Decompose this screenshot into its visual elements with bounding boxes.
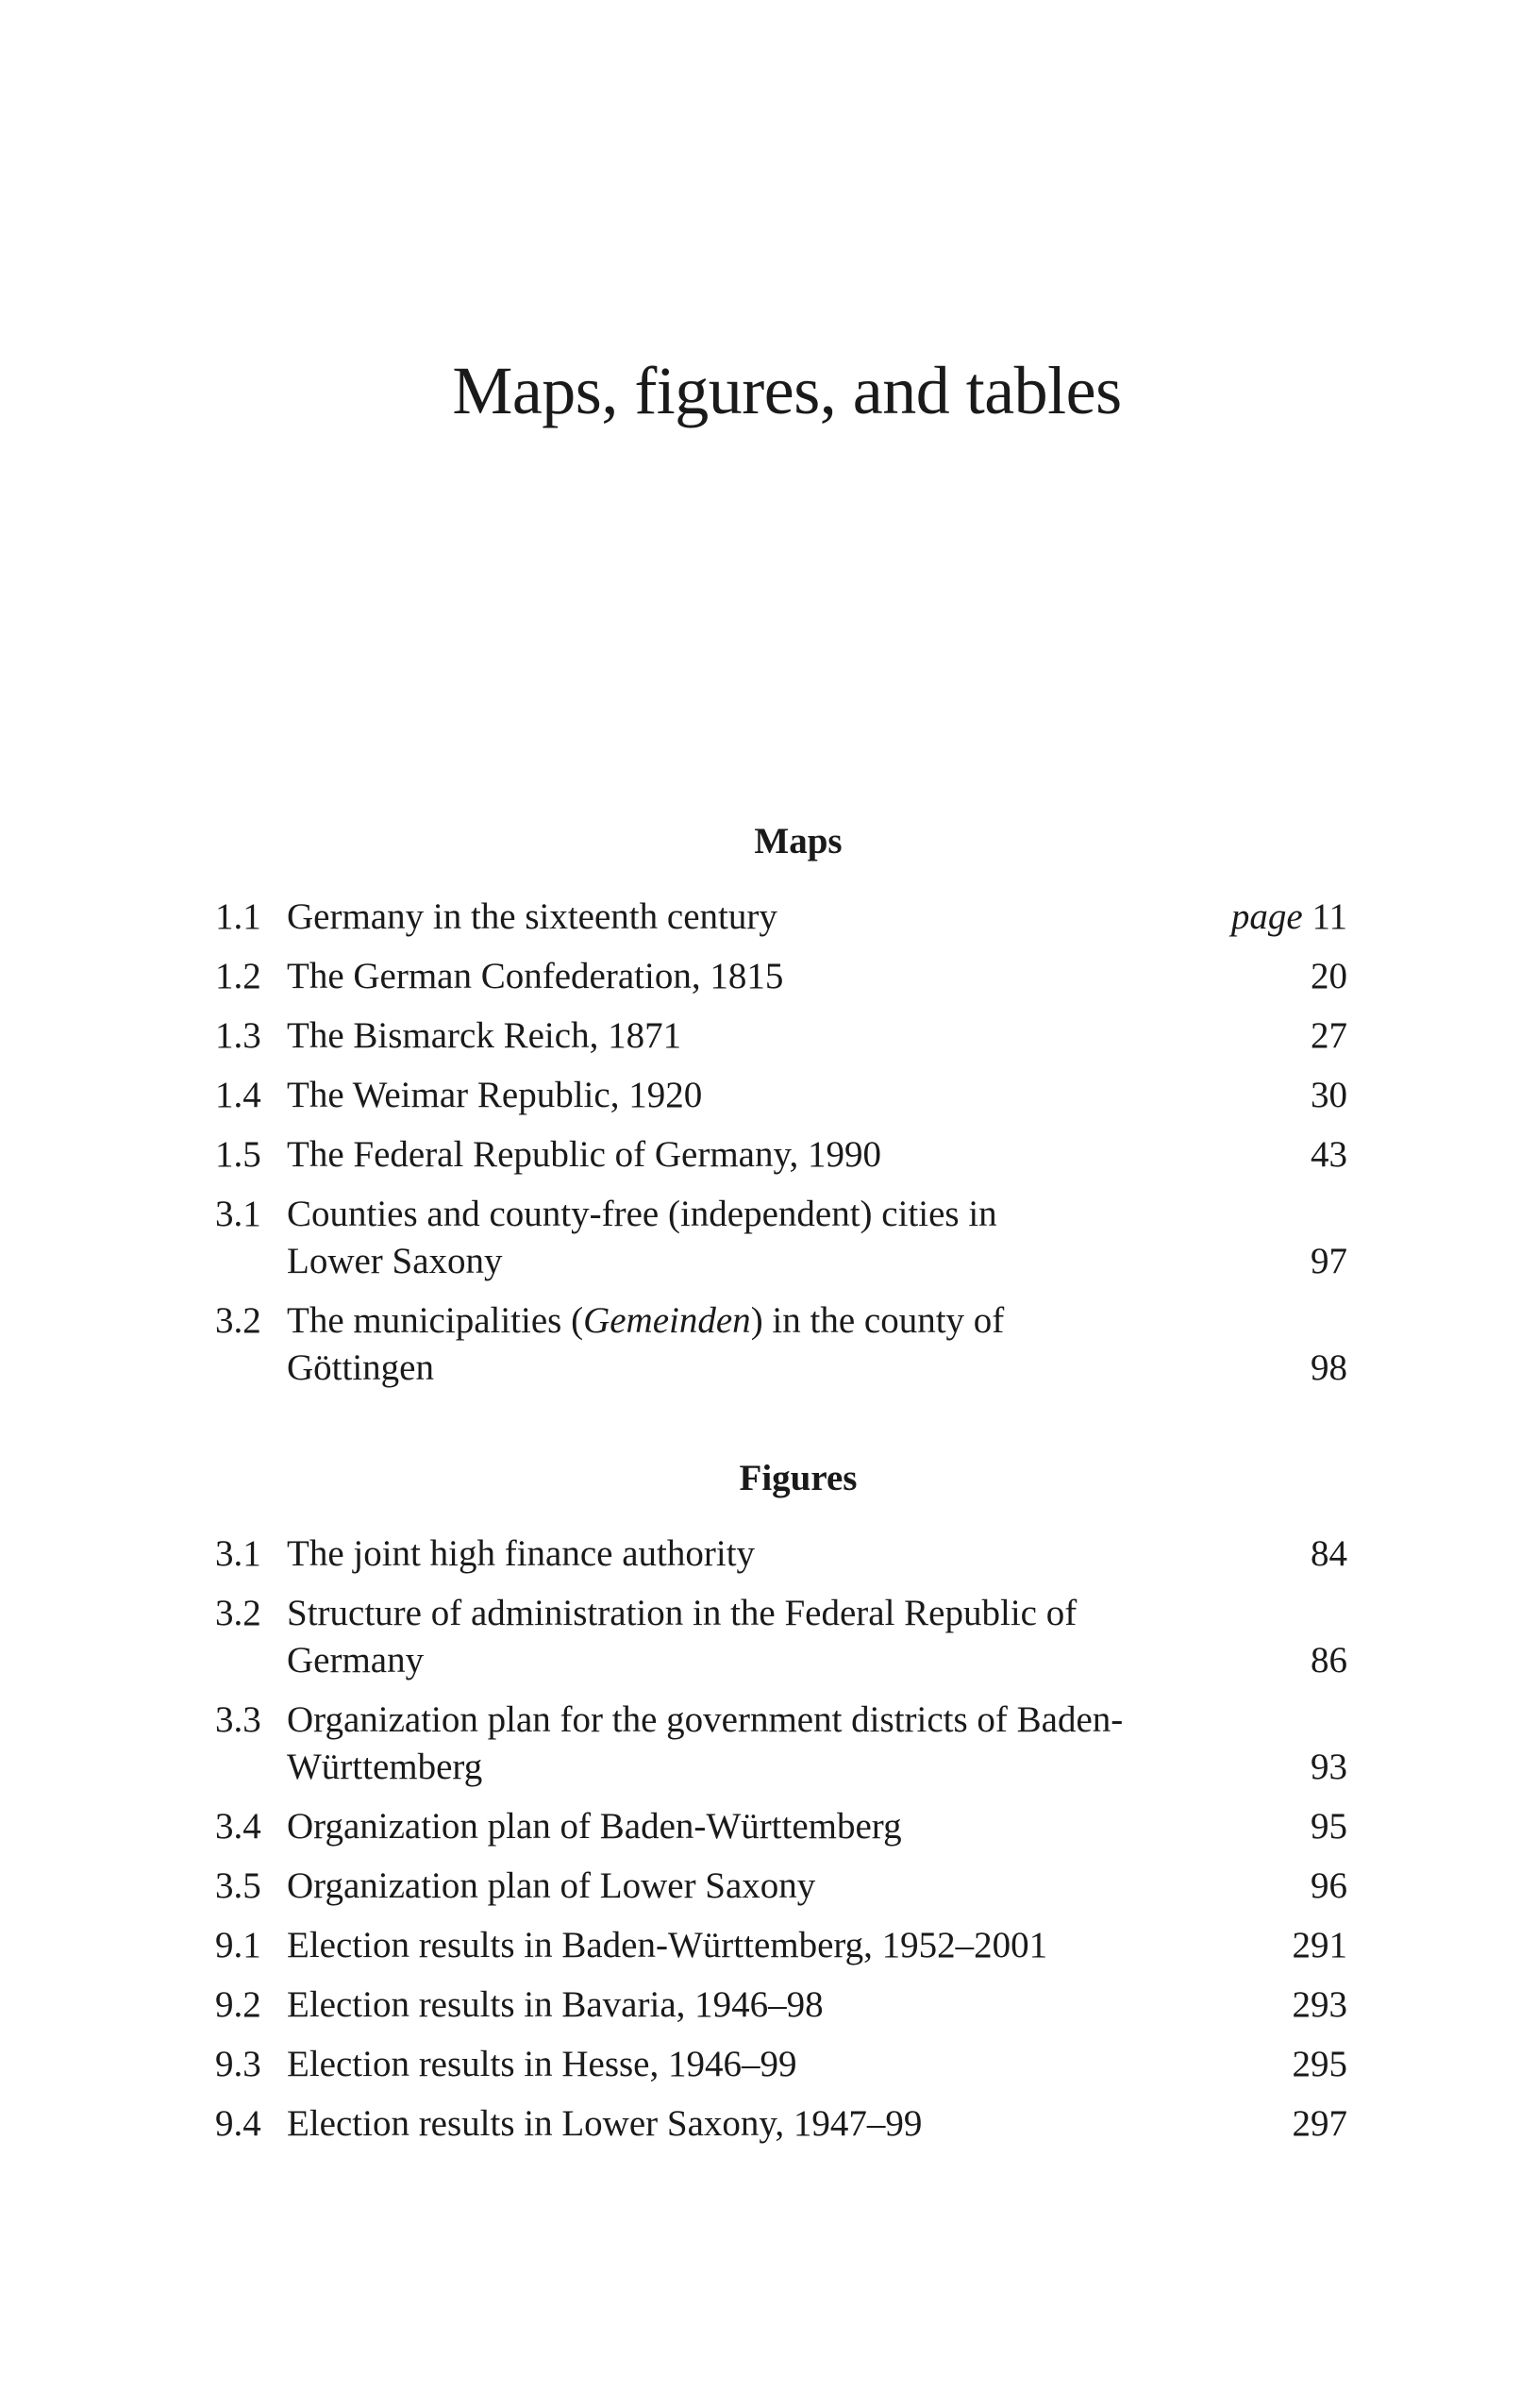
entry-title-line2: Württemberg <box>287 1747 483 1787</box>
entry-page: 20 <box>1311 956 1347 996</box>
entry-title-post: ) in the county of <box>750 1300 1005 1341</box>
list-item[interactable] <box>215 1803 1347 1863</box>
entry-page: 30 <box>1311 1075 1347 1115</box>
entry-number: 3.1 <box>215 1533 261 1574</box>
entry-page: 98 <box>1311 1347 1347 1388</box>
entry-title: Election results in Baden-Württemberg, 1952–2001 <box>287 1925 1048 1965</box>
list-item[interactable] <box>215 1191 1347 1297</box>
entry-title-line1: Counties and county-free (independent) cities in <box>287 1194 997 1234</box>
list-item[interactable] <box>215 2041 1347 2100</box>
list-item[interactable] <box>215 953 1347 1012</box>
entry-title: The German Confederation, 1815 <box>287 956 784 996</box>
entry-title <box>287 1697 1230 1791</box>
entry-title-line2: Lower Saxony <box>287 1241 503 1281</box>
list-item[interactable] <box>215 1072 1347 1131</box>
entry-page: 96 <box>1311 1865 1347 1906</box>
entry-number: 1.1 <box>215 896 261 937</box>
entry-title: The Federal Republic of Germany, 1990 <box>287 1134 881 1175</box>
entry-title: The Bismarck Reich, 1871 <box>287 1015 682 1056</box>
entry-title-line1: Structure of administration in the Federal Republic of <box>287 1593 1078 1633</box>
entry-number: 9.2 <box>215 1984 261 2025</box>
entry-number: 1.2 <box>215 956 261 996</box>
entry-number: 9.4 <box>215 2103 261 2144</box>
entry-page: 27 <box>1311 1015 1347 1056</box>
page-title: Maps, figures, and tables <box>452 353 1122 428</box>
list-item[interactable] <box>215 1012 1347 1072</box>
figures-section <box>215 1460 1347 2160</box>
list-item[interactable] <box>215 1297 1347 1404</box>
entry-page: 293 <box>1292 1984 1347 2025</box>
entry-title: Election results in Hesse, 1946–99 <box>287 2044 797 2084</box>
entry-page: 295 <box>1292 2044 1347 2084</box>
page-prefix: page <box>1230 896 1303 937</box>
list-item[interactable] <box>215 1530 1347 1590</box>
entry-title <box>287 1191 1230 1285</box>
entry-page: 86 <box>1311 1640 1347 1681</box>
page-number: 11 <box>1311 896 1347 937</box>
entry-title-line1: Organization plan for the government districts of Baden- <box>287 1699 1124 1740</box>
entry-number: 3.2 <box>215 1593 261 1633</box>
entry-number: 3.5 <box>215 1865 261 1906</box>
entry-page: 95 <box>1311 1806 1347 1847</box>
entry-page <box>1231 894 1347 941</box>
entry-page: 297 <box>1292 2103 1347 2144</box>
entry-page: 97 <box>1311 1241 1347 1281</box>
entry-title: The Weimar Republic, 1920 <box>287 1075 703 1115</box>
list-item[interactable] <box>215 2100 1347 2160</box>
entry-title: Election results in Lower Saxony, 1947–99 <box>287 2103 923 2144</box>
list-item[interactable] <box>215 1863 1347 1922</box>
list-item[interactable] <box>215 1131 1347 1191</box>
list-item[interactable] <box>215 894 1347 953</box>
entry-number: 9.3 <box>215 2044 261 2084</box>
list-item[interactable] <box>215 1697 1347 1803</box>
entry-title-italic: Gemeinden <box>583 1300 751 1341</box>
entry-number: 3.3 <box>215 1699 261 1740</box>
entry-page: 84 <box>1311 1533 1347 1574</box>
entry-number: 3.1 <box>215 1194 261 1234</box>
entry-page: 43 <box>1311 1134 1347 1175</box>
list-item[interactable] <box>215 1590 1347 1697</box>
entry-title-pre: The municipalities ( <box>287 1300 584 1341</box>
entry-number: 1.3 <box>215 1015 261 1056</box>
entry-title-line2: Germany <box>287 1640 425 1681</box>
entry-title-line2: Göttingen <box>287 1347 434 1388</box>
entry-title: The joint high finance authority <box>287 1533 756 1574</box>
entry-page: 291 <box>1292 1925 1347 1965</box>
entry-title: Election results in Bavaria, 1946–98 <box>287 1984 824 2025</box>
entry-title: Germany in the sixteenth century <box>287 896 777 937</box>
entry-number: 9.1 <box>215 1925 261 1965</box>
list-item[interactable] <box>215 1922 1347 1982</box>
entry-number: 3.2 <box>215 1300 261 1341</box>
maps-section <box>215 823 1347 1404</box>
entry-title <box>287 1297 1230 1392</box>
figures-heading: Figures <box>739 1458 858 1498</box>
entry-number: 1.4 <box>215 1075 261 1115</box>
entry-number: 3.4 <box>215 1806 261 1847</box>
list-item[interactable] <box>215 1982 1347 2041</box>
maps-heading: Maps <box>754 821 843 861</box>
entry-page: 93 <box>1311 1747 1347 1787</box>
entry-title: Organization plan of Baden-Württemberg <box>287 1806 902 1847</box>
entry-title <box>287 1590 1230 1684</box>
entry-title: Organization plan of Lower Saxony <box>287 1865 816 1906</box>
entry-number: 1.5 <box>215 1134 261 1175</box>
